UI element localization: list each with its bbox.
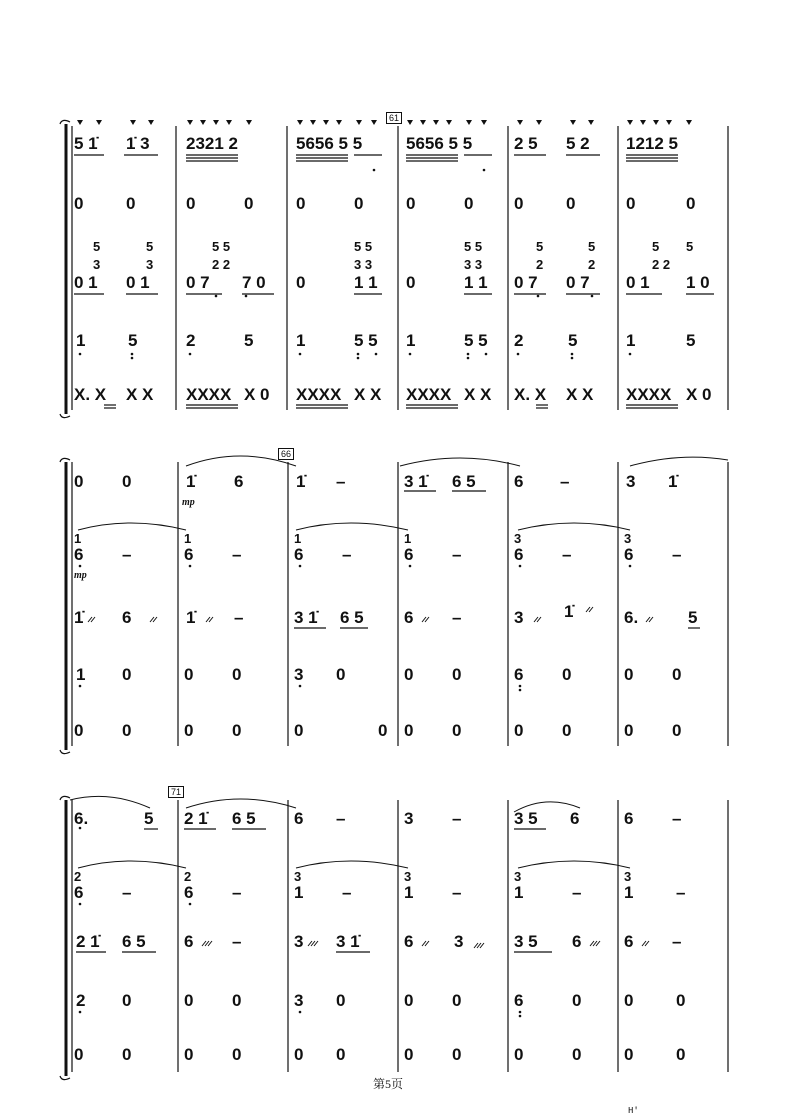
percussion: 0: [572, 1045, 582, 1064]
chord-mid: 2: [588, 257, 596, 272]
note: 6.: [624, 608, 639, 627]
note: –: [342, 545, 352, 564]
bass-note: 0: [452, 991, 462, 1010]
rest: 0: [186, 194, 196, 213]
percussion: X 0: [244, 385, 270, 404]
note: –: [336, 472, 346, 491]
chord-top: 3: [514, 531, 522, 546]
note-group: 1 1: [354, 273, 378, 292]
bass-note: 3: [294, 991, 304, 1010]
note: 6: [184, 932, 194, 951]
dynamic-mp: mp: [74, 570, 87, 581]
note: –: [676, 883, 686, 902]
bass-note: 1: [76, 331, 86, 350]
percussion: 0: [232, 1045, 242, 1064]
note: 3 1̇: [404, 472, 428, 491]
note: 6 5: [340, 608, 364, 627]
percussion: 0: [624, 721, 634, 740]
chord-mid: 3: [93, 257, 101, 272]
percussion: 0: [232, 721, 242, 740]
dynamic-mp: mp: [182, 497, 195, 508]
note: –: [452, 545, 462, 564]
rest: 0: [296, 194, 306, 213]
rest: 0: [464, 194, 474, 213]
note: 6: [184, 545, 194, 564]
chord-top: 5 5: [354, 239, 373, 254]
chord-top: 2: [184, 869, 192, 884]
percussion: 0: [294, 1045, 304, 1064]
note: 6: [514, 472, 524, 491]
note: 1̇: [186, 472, 196, 491]
percussion: 0: [514, 1045, 524, 1064]
measure-number-61: 61: [386, 112, 402, 124]
bass-note: 6: [514, 665, 524, 684]
percussion: XXXX: [626, 385, 672, 404]
percussion: 0: [294, 721, 304, 740]
bass-note: 0: [572, 991, 582, 1010]
note: –: [452, 608, 462, 627]
note-group: 0 1: [74, 273, 98, 292]
bass-note: 5 5: [354, 331, 378, 350]
chord-top: 3: [624, 531, 632, 546]
note: –: [560, 472, 570, 491]
note: 3: [404, 809, 414, 828]
bass-note: 0: [122, 665, 132, 684]
chord-mid: 2 2: [212, 257, 231, 272]
note: 3: [294, 932, 304, 951]
note: 2 1̇: [76, 932, 100, 951]
percussion: X X: [464, 385, 492, 404]
note-group: 0 7: [566, 273, 590, 292]
accent-marks: [77, 120, 692, 125]
note-group: 7 0: [242, 273, 266, 292]
chord-top: 5: [536, 239, 544, 254]
bass-note: 5: [244, 331, 254, 350]
chord-top: 3: [624, 869, 632, 884]
note: 3: [514, 608, 524, 627]
note: 3: [454, 932, 464, 951]
note: 6: [74, 545, 84, 564]
note: 1: [294, 883, 304, 902]
percussion: 0: [676, 1045, 686, 1064]
chord-top: 1: [294, 531, 302, 546]
note: 6 5: [452, 472, 476, 491]
rest: 0: [126, 194, 136, 213]
note: –: [232, 545, 242, 564]
bass-note: 0: [672, 665, 682, 684]
note: 1̇: [564, 602, 574, 621]
bass-note: 0: [336, 991, 346, 1010]
note: –: [342, 883, 352, 902]
measure-number-71: 71: [168, 786, 184, 798]
note: –: [336, 809, 346, 828]
rest: 0: [244, 194, 254, 213]
percussion: 0: [74, 721, 84, 740]
note: –: [232, 932, 242, 951]
note: 6: [404, 545, 414, 564]
percussion: XXXX: [406, 385, 452, 404]
chord-mid: 3 3: [354, 257, 373, 272]
percussion: 0: [624, 1045, 634, 1064]
percussion: 0: [562, 721, 572, 740]
bass-note: 0: [122, 991, 132, 1010]
measure-number-66: 66: [278, 448, 294, 460]
note: –: [672, 809, 682, 828]
bass-note: 2: [514, 331, 524, 350]
bass-note: 0: [404, 991, 414, 1010]
note: 6: [184, 883, 194, 902]
note: 6: [570, 809, 580, 828]
chord-top: 5: [93, 239, 101, 254]
note: 1̇: [668, 472, 678, 491]
note-group: 0 1: [626, 273, 650, 292]
bass-note: 2: [186, 331, 196, 350]
percussion: 0: [122, 721, 132, 740]
percussion: 0: [184, 1045, 194, 1064]
rest: 0: [626, 194, 636, 213]
note-group: 2 5: [514, 134, 538, 153]
note-group: 0 7: [514, 273, 538, 292]
bass-note: 5: [128, 331, 138, 350]
note: 6: [624, 545, 634, 564]
bass-note: 1: [406, 331, 416, 350]
note: 1̇: [186, 608, 196, 627]
note: 6: [294, 809, 304, 828]
note: 6: [294, 545, 304, 564]
note: 6 5: [122, 932, 146, 951]
note: –: [562, 545, 572, 564]
percussion: X 0: [686, 385, 712, 404]
page-number: 第5页: [373, 1077, 404, 1091]
rest: 0: [406, 194, 416, 213]
bass-note: 5 5: [464, 331, 488, 350]
bass-note: 0: [562, 665, 572, 684]
note: –: [232, 883, 242, 902]
bass-note: 2: [76, 991, 86, 1010]
note: 3: [626, 472, 636, 491]
percussion: 0: [452, 721, 462, 740]
note-group: 1212 5: [626, 134, 678, 153]
note: –: [122, 545, 132, 564]
percussion: XXXX: [186, 385, 232, 404]
percussion: 0: [672, 721, 682, 740]
chord-top: 3: [514, 869, 522, 884]
note: –: [234, 608, 244, 627]
chord-top: 5: [588, 239, 596, 254]
percussion: 0: [404, 721, 414, 740]
note: 1: [404, 883, 414, 902]
bass-note: 0: [336, 665, 346, 684]
chord-top: 1: [74, 531, 82, 546]
bass-note: 0: [232, 991, 242, 1010]
note: 3 1̇: [294, 608, 318, 627]
percussion: X X: [354, 385, 382, 404]
bass-note: 0: [404, 665, 414, 684]
chord-top: 3: [404, 869, 412, 884]
bass-note: 3: [294, 665, 304, 684]
note-group: 5 1̇: [74, 134, 98, 153]
note-group: 5 2: [566, 134, 590, 153]
note: 6: [624, 932, 634, 951]
note: –: [122, 883, 132, 902]
note: 0: [74, 472, 84, 491]
chord-mid: 3: [146, 257, 154, 272]
percussion: 0: [74, 1045, 84, 1064]
note-group: 5656 5 5: [406, 134, 473, 153]
bass-note: 0: [452, 665, 462, 684]
chord-mid: 2 2: [652, 257, 671, 272]
percussion: 0: [122, 1045, 132, 1064]
chord-mid: 2: [536, 257, 544, 272]
chord-top: 2: [74, 869, 82, 884]
note: 6: [404, 932, 414, 951]
note: 3 5: [514, 809, 538, 828]
percussion: 0: [184, 721, 194, 740]
note-group: 1̇ 3: [126, 134, 150, 153]
note: 5: [144, 809, 154, 828]
note: 1: [624, 883, 634, 902]
rest: 0: [514, 194, 524, 213]
note: 6.: [74, 809, 89, 828]
note-group: 0 1: [126, 273, 150, 292]
bass-note: 0: [184, 991, 194, 1010]
note-group: 0: [296, 273, 306, 292]
note: –: [672, 932, 682, 951]
note-group: 0: [406, 273, 416, 292]
note: 1: [514, 883, 524, 902]
rest: 0: [74, 194, 84, 213]
note: 0: [122, 472, 132, 491]
note: 2 1̇: [184, 809, 208, 828]
note-group: 1 1: [464, 273, 488, 292]
chord-top: 5 5: [212, 239, 231, 254]
note: 1̇: [296, 472, 306, 491]
note-group: 1 0: [686, 273, 710, 292]
percussion: 0: [378, 721, 388, 740]
bass-note: 0: [184, 665, 194, 684]
note: –: [572, 883, 582, 902]
corner-mark: H': [628, 1106, 639, 1116]
rest: 0: [566, 194, 576, 213]
note: 1̇: [74, 608, 84, 627]
bass-note: 1: [296, 331, 306, 350]
chord-mid: 3 3: [464, 257, 483, 272]
bass-note: 5: [568, 331, 578, 350]
percussion: 0: [404, 1045, 414, 1064]
bass-note: 1: [76, 665, 86, 684]
percussion: 0: [336, 1045, 346, 1064]
note: 6: [572, 932, 582, 951]
chord-top: 3: [294, 869, 302, 884]
percussion: X. X: [514, 385, 547, 404]
note: –: [672, 545, 682, 564]
note: 6: [624, 809, 634, 828]
note: 3 1̇: [336, 932, 360, 951]
note: 6 5: [232, 809, 256, 828]
percussion: 0: [452, 1045, 462, 1064]
note: 6: [122, 608, 132, 627]
note: –: [452, 883, 462, 902]
percussion: X X: [126, 385, 154, 404]
note: 6: [234, 472, 244, 491]
bass-note: 6: [514, 991, 524, 1010]
chord-top: 1: [184, 531, 192, 546]
percussion: X. X: [74, 385, 107, 404]
bass-note: 1: [626, 331, 636, 350]
chord-top: 5: [652, 239, 660, 254]
rest: 0: [354, 194, 364, 213]
chord-top: 1: [404, 531, 412, 546]
note-group: 0 7: [186, 273, 210, 292]
bass-note: 0: [232, 665, 242, 684]
chord-top: 5: [686, 239, 694, 254]
bass-note: 0: [676, 991, 686, 1010]
note: –: [452, 809, 462, 828]
note: 5: [688, 608, 698, 627]
note: 6: [404, 608, 414, 627]
bass-note: 0: [624, 665, 634, 684]
chord-top: 5: [146, 239, 154, 254]
note: 6: [514, 545, 524, 564]
percussion: X X: [566, 385, 594, 404]
percussion: XXXX: [296, 385, 342, 404]
note-group: 2321 2: [186, 134, 238, 153]
bass-note: 5: [686, 331, 696, 350]
bass-note: 0: [624, 991, 634, 1010]
chord-top: 5 5: [464, 239, 483, 254]
note: 6: [74, 883, 84, 902]
rest: 0: [686, 194, 696, 213]
note: 3 5: [514, 932, 538, 951]
percussion: 0: [514, 721, 524, 740]
note-group: 5656 5 5: [296, 134, 363, 153]
